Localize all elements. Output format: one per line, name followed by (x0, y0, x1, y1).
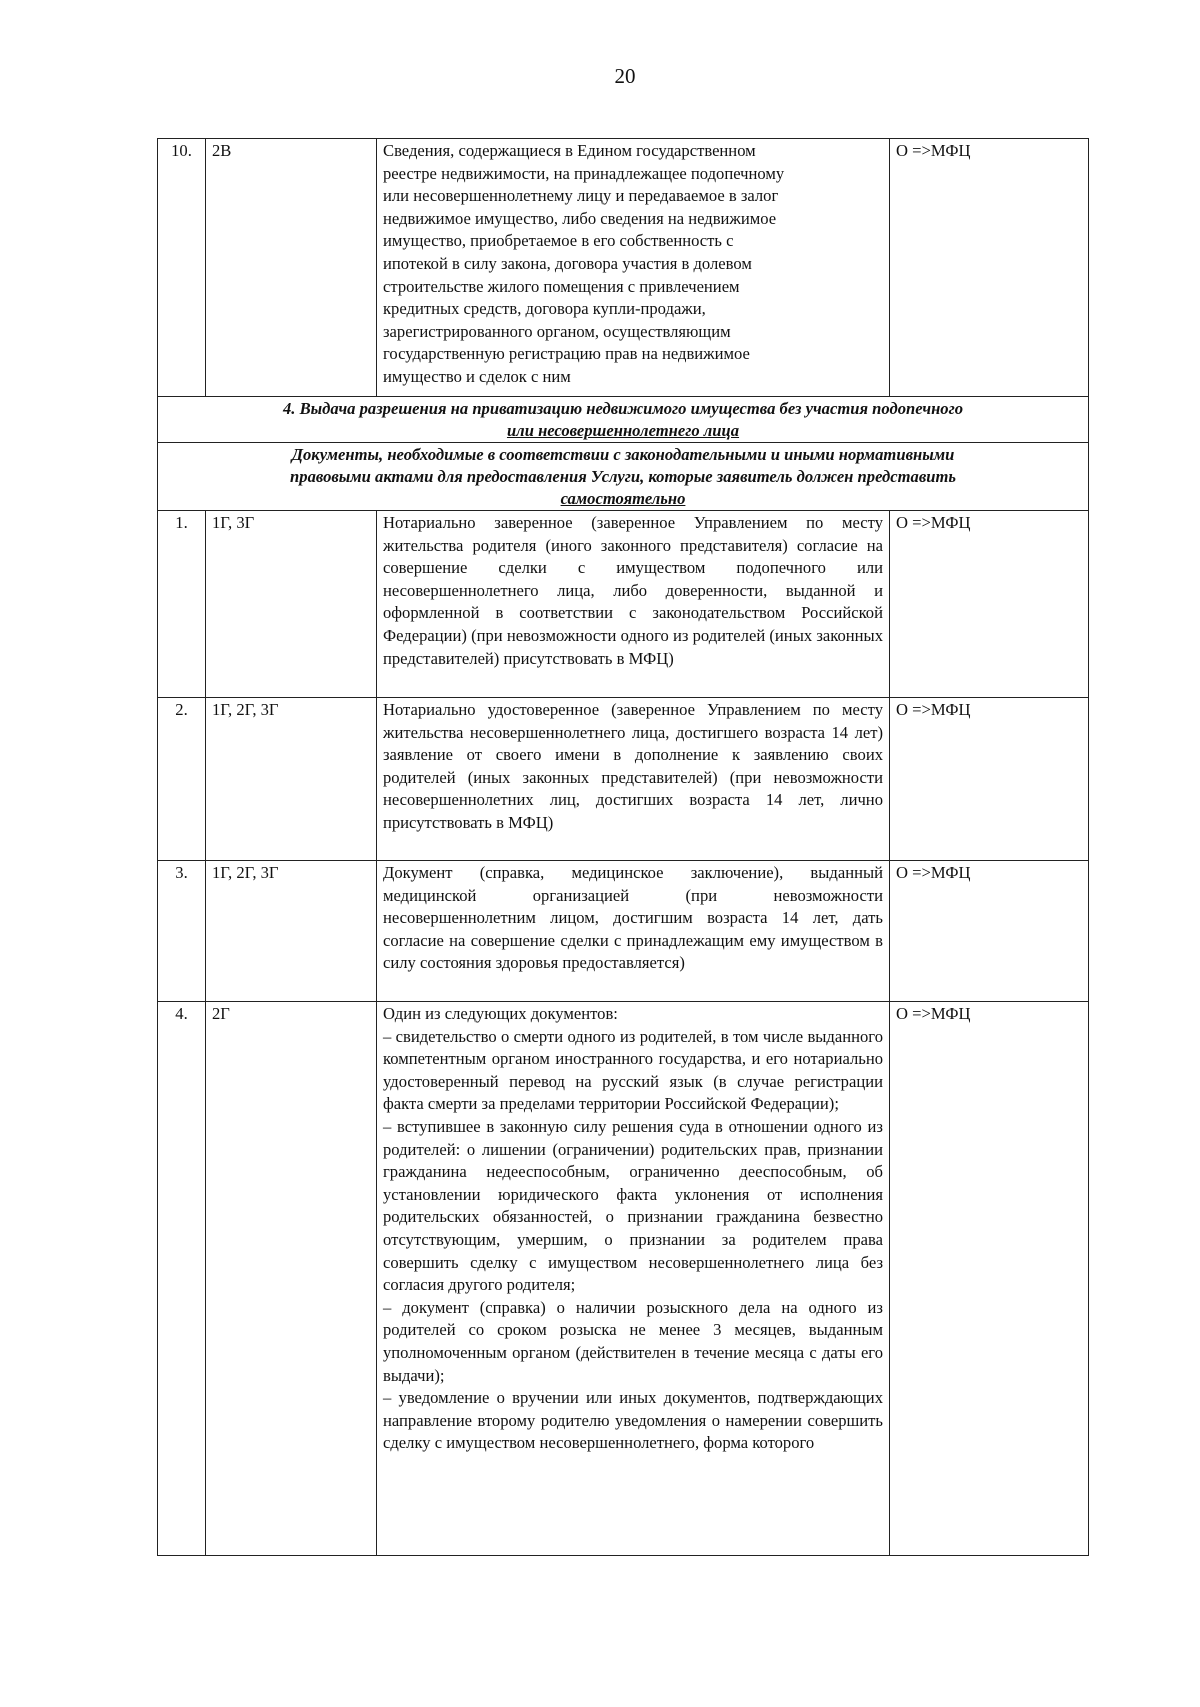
row-code: 2Г (206, 1002, 377, 1556)
description-line: кредитных средств, договора купли-продажи, (383, 299, 706, 319)
subsection-title-line: правовыми актами для предоставления Услуги, которые заявитель должен представить (290, 467, 956, 486)
row-code: 1Г, 2Г, 3Г (206, 698, 377, 861)
page-number: 20 (614, 64, 636, 88)
description-line: зарегистрированного органом, осуществляющим (383, 321, 731, 341)
row-description (377, 1002, 890, 1556)
row-result: О =>МФЦ (890, 861, 1089, 1002)
row-code: 1Г, 2Г, 3Г (206, 861, 377, 1002)
description-intro: Один из следующих документов: (383, 1004, 618, 1023)
description-item: – вступившее в законную силу решения суда в отношении одного из родителей: о лишении (ограничении) родительских прав, признании гражданина недееспособным, ограниченно дееспособным, об установлении юридического факта уклонения от исполнения родительских обязанностей, о признании гражданина безвестно отсутствующим, умершим, о признании за родителем права совершить сделку с имуществом несовершеннолетнего лица без согласия другого родителя; (383, 1116, 883, 1295)
description-line: государственную регистрацию прав на недвижимое (383, 344, 750, 364)
table-row (158, 1002, 1089, 1556)
row-description: Нотариально удостоверенное (заверенное Управлением по месту жительства несовершеннолетнего лица, достигшего возраста 14 лет) заявление от своего имени в дополнение к заявлению своих родителей (иных законных представителей) (при невозможности несовершеннолетних лиц, достигших возраста 14 лет, лично присутствовать в МФЦ) (377, 698, 890, 861)
table-row (158, 511, 1089, 698)
section-title-line: или несовершеннолетнего лица (506, 421, 740, 440)
row-description: Документ (справка, медицинское заключение), выданный медицинской организацией (при невозможности несовершеннолетним лицом, достигшим возраста 14 лет, дать согласие на совершение сделки с принадлежащим ему имуществом в силу состояния здоровья предоставляется) (377, 861, 890, 1002)
row-number: 3. (158, 861, 206, 1002)
documents-table (157, 138, 1089, 1556)
row-result: О =>МФЦ (890, 511, 1089, 698)
description-line: ипотекой в силу закона, договора участия в долевом (383, 253, 752, 273)
section-title (158, 397, 1089, 443)
subsection-row (158, 443, 1089, 511)
row-number: 4. (158, 1002, 206, 1556)
table-row (158, 698, 1089, 861)
subsection-title-line: самостоятельно (560, 489, 686, 508)
section-title-line: 4. Выдача разрешения на приватизацию недвижимого имущества без участия подопечного (282, 399, 964, 418)
description-line: Сведения, содержащиеся в Едином государственном (383, 141, 756, 160)
row-number: 2. (158, 698, 206, 861)
row-result: О =>МФЦ (890, 1002, 1089, 1556)
description-item: – свидетельство о смерти одного из родителей, в том числе выданного компетентным органом иностранного государства, и его нотариально удостоверенный перевод на русский язык (в случае регистрации факта смерти за пределами территории Российской Федерации); (383, 1026, 883, 1114)
subsection-title (158, 443, 1089, 511)
description-line: недвижимое имущество, либо сведения на недвижимое (383, 208, 777, 228)
row-description: Нотариально заверенное (заверенное Управлением по месту жительства родителя (иного законного представителя) согласие на совершение сделки с имуществом подопечного или несовершеннолетнего лица, либо доверенности, выданной и оформленной в соответствии с законодательством Российской Федерации) (при невозможности одного из родителей (иных законных представителей) присутствовать в МФЦ) (377, 511, 890, 698)
table-row (158, 861, 1089, 1002)
row-code: 2В (206, 139, 377, 397)
table-row (158, 139, 1089, 397)
description-line: имущество и сделок с ним (383, 366, 571, 386)
row-result: О =>МФЦ (890, 698, 1089, 861)
section-row (158, 397, 1089, 443)
description-line: реестре недвижимости, на принадлежащее подопечному (383, 163, 785, 183)
description-item: – документ (справка) о наличии розыскного дела на одного из родителей со сроком розыска не менее 3 месяцев, выданным уполномоченным органом (действителен в течение месяца с даты его выдачи); (383, 1297, 883, 1385)
row-code: 1Г, 3Г (206, 511, 377, 698)
description-item: – уведомление о вручении или иных документов, подтверждающих направление второму родителю уведомления о намерении совершить сделку с имуществом несовершеннолетнего, форма которого (383, 1388, 883, 1453)
description-line: или несовершеннолетнему лицу и передаваемое в залог (383, 186, 779, 206)
subsection-title-line: Документы, необходимые в соответствии с законодательными и иными нормативными (291, 445, 955, 464)
row-description (377, 139, 890, 397)
row-number: 10. (158, 139, 206, 397)
row-result: О =>МФЦ (890, 139, 1089, 397)
description-line: строительстве жилого помещения с привлечением (383, 276, 740, 296)
row-number: 1. (158, 511, 206, 698)
description-line: имущество, приобретаемое в его собственность с (383, 231, 734, 251)
